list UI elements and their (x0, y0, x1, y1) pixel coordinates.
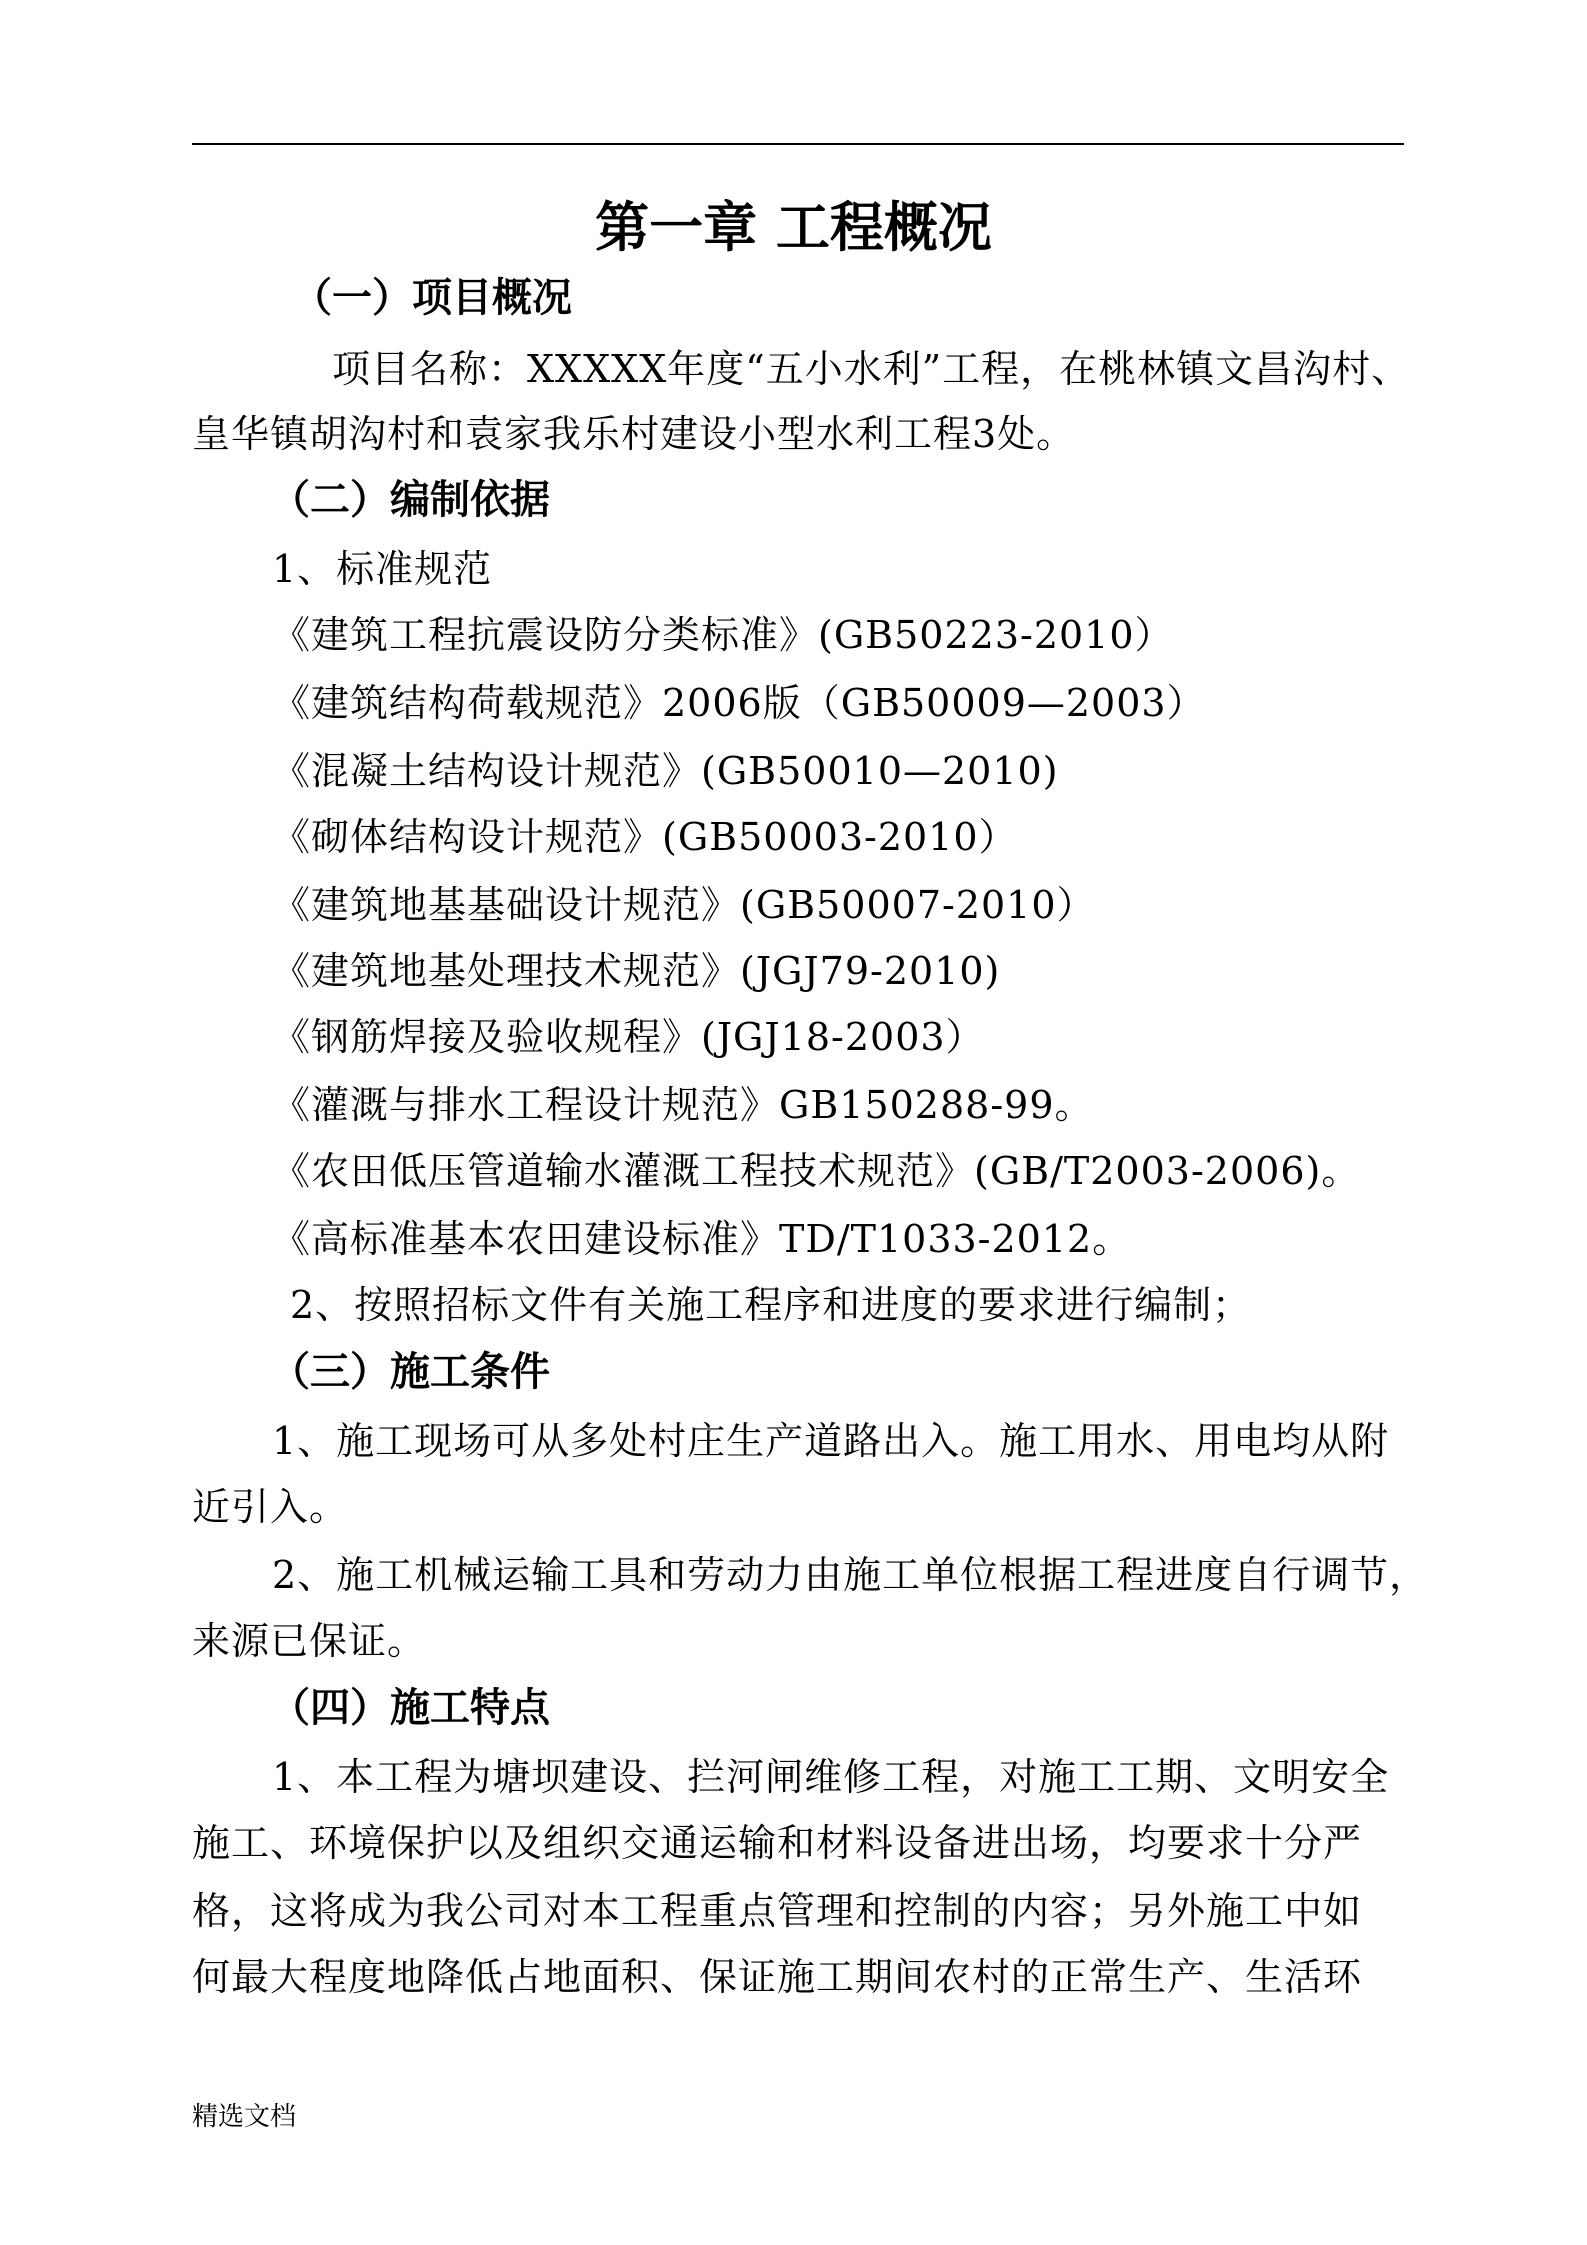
standard-item: 《砌体结构设计规范》(GB50003-2010） (272, 815, 1018, 859)
basis-item-1-label: 1、标准规范 (272, 547, 493, 591)
footer-note: 精选文档 (192, 2102, 297, 2132)
overview-line-2: 皇华镇胡沟村和袁家我乐村建设小型水利工程3处。 (192, 412, 1076, 456)
standard-item: 《建筑结构荷载规范》2006版（GB50009—2003） (272, 681, 1206, 725)
features-line: 格，这将成为我公司对本工程重点管理和控制的内容；另外施工中如 (192, 1889, 1363, 1933)
chapter-title: 第一章 工程概况 (595, 195, 992, 259)
standard-item: 《建筑地基处理技术规范》(JGJ79-2010) (272, 949, 1001, 993)
standard-item: 《高标准基本农田建设标准》TD/T1033-2012。 (272, 1217, 1132, 1261)
standard-item: 《混凝土结构设计规范》(GB50010—2010) (272, 749, 1059, 793)
overview-line-1: 项目名称：XXXXX年度“五小水利”工程，在桃林镇文昌沟村、 (332, 347, 1411, 391)
section-heading-basis: （二）编制依据 (270, 476, 550, 523)
header-rule (192, 143, 1404, 145)
standard-item: 《建筑地基基础设计规范》(GB50007-2010） (272, 883, 1096, 927)
standard-item: 《建筑工程抗震设防分类标准》(GB50223-2010） (272, 613, 1174, 657)
section-heading-features: （四）施工特点 (270, 1684, 550, 1731)
features-line: 1、本工程为塘坝建设、拦河闸维修工程，对施工工期、文明安全 (272, 1755, 1390, 1799)
standard-item: 《灌溉与排水工程设计规范》GB150288-99。 (272, 1083, 1094, 1127)
standard-item: 《农田低压管道输水灌溉工程技术规范》(GB/T2003-2006)。 (272, 1149, 1361, 1193)
section-heading-conditions: （三）施工条件 (270, 1348, 550, 1395)
standard-item: 《钢筋焊接及验收规程》(JGJ18-2003） (272, 1015, 985, 1059)
conditions-p1-line-1: 1、施工现场可从多处村庄生产道路出入。施工用水、用电均从附 (272, 1419, 1390, 1463)
features-line: 施工、环境保护以及组织交通运输和材料设备进出场，均要求十分严 (192, 1821, 1363, 1865)
conditions-p2-line-1: 2、施工机械运输工具和劳动力由施工单位根据工程进度自行调节， (272, 1553, 1429, 1597)
conditions-p2-line-2: 来源已保证。 (192, 1619, 427, 1663)
conditions-p1-line-2: 近引入。 (192, 1485, 349, 1529)
basis-item-2: 2、按照招标文件有关施工程序和进度的要求进行编制； (290, 1283, 1252, 1327)
features-line: 何最大程度地降低占地面积、保证施工期间农村的正常生产、生活环 (192, 1955, 1363, 1999)
section-heading-overview: （一）项目概况 (292, 274, 572, 321)
